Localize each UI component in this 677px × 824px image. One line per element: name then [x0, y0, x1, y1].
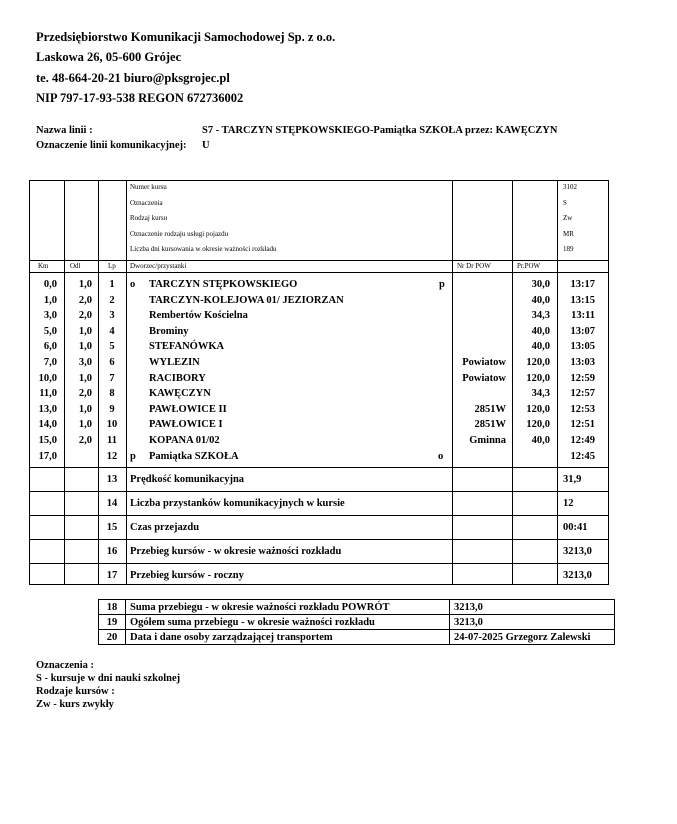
stat-lp: 15: [106, 522, 118, 533]
stat-lp: 17: [106, 570, 118, 581]
stat-value: 12: [563, 498, 574, 509]
stop-pr: 40,0: [531, 341, 550, 353]
info-value: 189: [563, 245, 574, 253]
col-pr-header: Pr.POW: [517, 262, 541, 270]
stop-lp: 2: [109, 294, 115, 306]
company-name: Przedsiębiorstwo Komunikacji Samochodowej Sp. z o.o.: [36, 30, 336, 44]
stop-nr: 2851W: [474, 403, 506, 415]
stop-odl: 1,0: [78, 341, 92, 353]
stat-value: 3213,0: [563, 546, 592, 557]
legend-item: Zw - kurs zwykły: [36, 699, 114, 710]
col-lp-header: Lp: [108, 262, 116, 270]
stop-km: 6,0: [43, 341, 57, 353]
stat-label: Liczba przystanków komunikacyjnych w kursie: [130, 498, 345, 509]
stop-nr: 2851W: [474, 419, 506, 431]
timetable: [29, 180, 609, 585]
stop-nr: Powiatow: [462, 357, 506, 368]
stop-lp: 9: [109, 403, 115, 415]
summary-lp: 20: [99, 630, 126, 645]
stop-pr: 40,0: [531, 435, 550, 446]
info-value: 3102: [563, 183, 577, 191]
stop-lp: 10: [106, 419, 118, 431]
stop-lp: 8: [109, 388, 115, 400]
stop-km: 3,0: [43, 310, 57, 322]
stop-odl: 1,0: [78, 279, 92, 290]
col-stop-header: Dworzec/przystanki: [130, 262, 187, 270]
stop-odl: 1,0: [78, 419, 92, 431]
stop-name: WYLEZIN: [149, 357, 200, 368]
stop-pr: 40,0: [531, 325, 550, 337]
stop-pre-flag: o: [130, 279, 136, 290]
stop-odl: 3,0: [78, 357, 92, 368]
company-address: Laskowa 26, 05-600 Grójec: [36, 50, 182, 64]
stop-time: 13:11: [571, 310, 595, 322]
stop-time: 13:05: [570, 341, 595, 353]
stop-time: 12:45: [570, 450, 595, 462]
summary-row: [99, 600, 615, 615]
stop-km: 15,0: [38, 435, 57, 446]
stop-km: 11,0: [39, 388, 57, 400]
stop-name: KAWĘCZYN: [149, 388, 211, 400]
stop-time: 12:53: [570, 403, 595, 415]
stop-odl: 1,0: [78, 372, 92, 384]
summary-table: [98, 599, 615, 645]
legend-item: S - kursuje w dni nauki szkolnej: [36, 673, 181, 684]
company-contact: te. 48-664-20-21 biuro@pksgrojec.pl: [36, 71, 230, 85]
stop-post-flag: o: [438, 450, 444, 462]
stop-lp: 5: [109, 341, 115, 353]
info-value: MR: [563, 229, 574, 238]
company-ids: NIP 797-17-93-538 REGON 672736002: [36, 91, 244, 105]
line-name-label: Nazwa linii :: [36, 125, 93, 136]
summary-value: 24-07-2025 Grzegorz Zalewski: [450, 630, 615, 645]
stop-km: 10,0: [38, 372, 57, 384]
stop-name: STEFANÓWKA: [149, 341, 225, 353]
stat-label: Prędkość komunikacyjna: [130, 474, 245, 485]
stop-name: PAWŁOWICE I: [149, 419, 223, 431]
stop-pr: 30,0: [531, 279, 550, 290]
stop-name: RACIBORY: [149, 372, 206, 384]
stat-label: Czas przejazdu: [130, 522, 200, 533]
stop-pre-flag: p: [130, 450, 136, 462]
stop-nr: Powiatow: [462, 372, 506, 384]
stop-lp: 12: [106, 450, 118, 462]
info-label: Liczba dni kursowania w okresie ważności rozkładu: [130, 245, 277, 253]
stop-name: TARCZYN-KOLEJOWA 01/ JEZIORZAN: [149, 294, 344, 306]
stop-time: 13:15: [570, 294, 595, 306]
stop-time: 13:07: [570, 325, 595, 337]
stop-pr: 120,0: [526, 357, 550, 368]
info-label: Numer kursu: [130, 183, 167, 191]
line-code-label: Oznaczenie linii komunikacyjnej:: [36, 140, 187, 151]
stop-name: Rembertów Kościelna: [149, 310, 248, 322]
stop-pr: 34,3: [531, 310, 550, 322]
stop-km: 14,0: [38, 419, 57, 431]
stop-odl: 2,0: [78, 388, 92, 400]
info-label: Oznaczenia: [130, 198, 163, 207]
stop-pr: 120,0: [526, 419, 550, 431]
legend-title: Rodzaje kursów :: [36, 686, 115, 697]
stop-time: 12:57: [570, 388, 595, 400]
summary-value: 3213,0: [450, 600, 615, 615]
line-name-value: S7 - TARCZYN STĘPKOWSKIEGO-Pamiątka SZKOŁA przez: KAWĘCZYN: [202, 125, 558, 136]
info-label: Rodzaj kursu: [130, 214, 168, 222]
stop-km: 1,0: [43, 294, 57, 306]
stop-pr: 120,0: [526, 403, 550, 415]
stat-value: 00:41: [563, 522, 588, 533]
col-nr-header: Nr Dr POW: [457, 262, 491, 270]
stop-pr: 34,3: [531, 388, 550, 400]
summary-label: Ogółem suma przebiegu - w okresie ważności rozkładu: [126, 615, 450, 630]
stat-lp: 13: [106, 474, 118, 485]
stop-pr: 40,0: [531, 294, 550, 306]
stop-km: 7,0: [43, 357, 57, 368]
stop-post-flag: p: [439, 279, 445, 290]
info-value: Zw: [563, 214, 573, 222]
summary-lp: 18: [99, 600, 126, 615]
stop-time: 12:49: [570, 435, 595, 446]
stop-nr: Gminna: [469, 435, 506, 446]
stop-km: 5,0: [43, 325, 57, 337]
stop-name: KOPANA 01/02: [149, 435, 220, 446]
stop-name: Pamiątka SZKOŁA: [149, 450, 239, 462]
stat-label: Przebieg kursów - roczny: [130, 570, 244, 581]
stop-lp: 3: [109, 310, 115, 322]
stop-time: 13:03: [570, 357, 595, 368]
stop-lp: 7: [109, 372, 115, 384]
line-code-value: U: [202, 140, 210, 151]
stop-time: 12:51: [570, 419, 595, 431]
summary-label: Suma przebiegu - w okresie ważności rozkładu POWRÓT: [126, 600, 450, 615]
stop-lp: 11: [107, 435, 117, 446]
stat-value: 31,9: [563, 474, 582, 485]
stop-odl: 1,0: [78, 403, 92, 415]
info-label: Oznaczenie rodzaju usługi pojazdu: [130, 229, 229, 238]
summary-value: 3213,0: [450, 615, 615, 630]
stop-lp: 6: [109, 357, 115, 368]
stat-lp: 16: [106, 546, 118, 557]
stop-odl: 2,0: [78, 294, 92, 306]
stop-time: 13:17: [570, 279, 595, 290]
col-odl-header: Odl: [70, 262, 81, 270]
stop-name: PAWŁOWICE II: [149, 403, 227, 415]
stop-lp: 1: [109, 279, 115, 290]
stop-km: 17,0: [38, 450, 57, 462]
stat-lp: 14: [106, 498, 118, 509]
stat-label: Przebieg kursów - w okresie ważności rozkładu: [130, 546, 342, 557]
stop-odl: 2,0: [78, 310, 92, 322]
info-value: S: [563, 198, 567, 207]
stop-odl: 1,0: [78, 325, 92, 337]
col-km-header: Km: [38, 262, 49, 270]
summary-lp: 19: [99, 615, 126, 630]
stop-time: 12:59: [570, 372, 595, 384]
stop-lp: 4: [109, 325, 115, 337]
summary-row: [99, 630, 615, 645]
stop-km: 0,0: [43, 279, 57, 290]
legend-title: Oznaczenia :: [36, 660, 95, 671]
stop-name: TARCZYN STĘPKOWSKIEGO: [149, 279, 298, 290]
stop-name: Brominy: [149, 325, 189, 337]
summary-label: Data i dane osoby zarządzającej transportem: [126, 630, 450, 645]
stop-km: 13,0: [38, 403, 57, 415]
stat-value: 3213,0: [563, 570, 592, 581]
stop-pr: 120,0: [526, 372, 550, 384]
summary-row: [99, 615, 615, 630]
stop-odl: 2,0: [78, 435, 92, 446]
